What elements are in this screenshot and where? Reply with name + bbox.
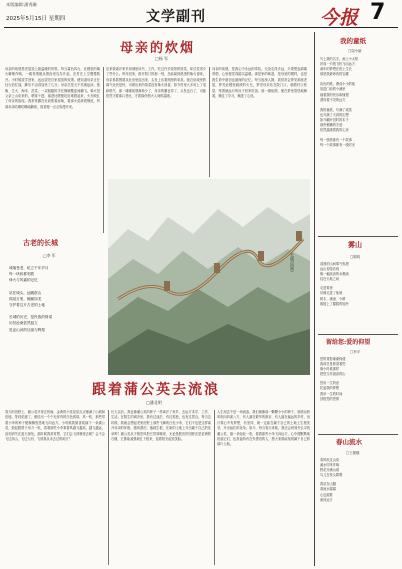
poem-line: 像一幅淡淡的水墨画 bbox=[320, 272, 349, 277]
poem-line: 我却总是仰望着您 bbox=[320, 362, 346, 367]
header bbox=[0, 0, 402, 30]
poem-line: 载着我的快乐和憧憬 bbox=[320, 92, 349, 97]
poem-line: 我的童纸，写满了欢笑 bbox=[320, 107, 352, 112]
poem-line: 彩色的纸，叠成小小的船 bbox=[320, 82, 356, 87]
header-rule bbox=[4, 27, 398, 28]
sidebar-poem-1 bbox=[318, 32, 398, 232]
sidebar-poem-body bbox=[320, 357, 398, 402]
poem-line: 依然温暖着我的心房 bbox=[320, 128, 349, 133]
dandelion-article-col3: 人生何尝不是一场流浪。我们就像那一颗颗小小的种子，被命运的风吹向四面八方，有人落在繁华的都市，有人落在偏远的乡村，但只要心中有梦想，有坚持，就一定能在属于自己的土地上生根发芽，开出灿烂的花朵。如今，每当春天来临，我还会到郊外去寻找蒲公英，摘一朵轻轻一吹，看着那些小伞飞向远方，心中便默默地祝福它们，也祝福所有在外漂泊的人，愿大家都能找到属于自己的那片土地。 bbox=[217, 410, 310, 447]
poem-line: 挂在天地之间 bbox=[320, 277, 340, 282]
poem-line: 放进门前的小溪里 bbox=[320, 87, 346, 92]
column-divider bbox=[214, 410, 215, 565]
sidebar-poem-2 bbox=[318, 240, 398, 330]
poem-line: 站在城头，远眺群山 bbox=[9, 290, 42, 295]
poem-line: 每一张纸都有一个故事 bbox=[320, 138, 352, 143]
sidebar-poem-title: 春山流水 bbox=[336, 438, 362, 446]
poem-left-author: □李 军 bbox=[43, 253, 56, 258]
poem-line: 走进雾里 bbox=[320, 286, 333, 291]
sidebar-divider bbox=[314, 32, 315, 566]
sidebar-poem-body bbox=[320, 57, 398, 148]
poem-line: 折成一只纸飞机飞向远方 bbox=[320, 62, 356, 67]
poem-line: 绵延万里，蜿蜒如龙 bbox=[9, 296, 42, 301]
poem-line: 您的背影渐渐佝偻 bbox=[320, 357, 346, 361]
poem-line: 溪水叮咚作响 bbox=[320, 463, 340, 468]
poem-line: 清晨的山间雾气弥漫 bbox=[320, 262, 349, 266]
poem-line: 回报您的恩情 bbox=[320, 396, 340, 401]
mother-article-col3: 母亲的炊烟，是我心中永远的牵挂。无论走得多远，只要想起那缕青烟，心里便觉得踏实温暖。那是家的味道，是母爱的模样，也是我生命中最初也最深的记忆。每当夜深人静，我常常会梦见那座老屋，梦见灶膛里跳跃的火光，梦见母亲站在院门口，朝着村口张望，等着她远行的孩子回家吃饭。那一缕炊烟，便在梦里悠悠地飘着，飘过了岁月，飘进了心底。 bbox=[212, 67, 307, 99]
poem-line: 春风吹过山岗 bbox=[320, 458, 340, 462]
sidebar-poem-author: □王妮娜 bbox=[346, 451, 360, 455]
poem-line: 也写满了天真的幻想 bbox=[320, 112, 349, 117]
dandelion-article-col1: 春天的田野上，蒲公英开得正热闹，金黄的小花星星点点铺满了山坡和田埂。等到花谢了，便结出一个个毛茸茸的白色绒球，风一吹，那些带着小伞的种子便飘飘悠悠地飞向远方。小时候我最喜欢摘下一朵蒲公英，鼓起腮帮子用力一吹，看着那些小伞乘着风越飞越高，越飞越远，直到消失在蓝天深处。那时候我常常想，它们会飞到哪里去呢？会不会飞过高山，飞过大河，飞到我从未去过的地方？ bbox=[5, 410, 105, 442]
poem-line: 我用一生的时间 bbox=[320, 391, 343, 396]
column-divider bbox=[103, 67, 104, 233]
sidebar-poem-title: 留给您:爱的仰望 bbox=[326, 339, 371, 346]
sidebar-poem-author: □陈明 bbox=[350, 255, 360, 259]
sidebar-poem-title: 雾山 bbox=[348, 240, 362, 249]
poem-line: 历经沧桑依然挺立 bbox=[9, 321, 38, 326]
dandelion-article-title: 跟着蒲公英去流浪 bbox=[92, 382, 220, 398]
poem-line: 像小时候那样 bbox=[320, 367, 340, 372]
poem-line: 那些稚嫩的字迹 bbox=[320, 123, 343, 128]
sidebar-rule bbox=[318, 434, 398, 435]
sidebar-poem-author: □周小丽 bbox=[348, 49, 362, 53]
poem-line: 流向远方 bbox=[320, 497, 333, 502]
painting-seal: 长城(国画) bbox=[290, 253, 295, 273]
poem-line: 树木、溪流、小路 bbox=[320, 296, 346, 301]
poem-line: 那是我最珍贵的宝藏 bbox=[320, 72, 349, 77]
poem-line: 心也跟着 bbox=[320, 492, 333, 497]
poem-line: 鸟儿在枝头歌唱 bbox=[320, 473, 343, 478]
poem-line: 看流水潺潺 bbox=[320, 487, 336, 492]
poem-line: 漂向看不见的远方 bbox=[320, 97, 346, 102]
poem-line: 长城的历史，是民族的脊梁 bbox=[9, 315, 53, 320]
sidebar-rule bbox=[318, 334, 398, 335]
column-divider bbox=[108, 410, 109, 565]
poem-line: 如今翻开旧时的本子 bbox=[320, 117, 349, 122]
great-wall-painting bbox=[108, 179, 310, 375]
poem-line: 远山若隐若现 bbox=[320, 267, 340, 272]
poem-line: 见证山河的壮丽与辉煌 bbox=[9, 327, 45, 332]
sidebar-poem-title: 我的童纸 bbox=[340, 37, 366, 45]
sidebar-poem-author: □李平 bbox=[350, 350, 360, 354]
poem-line: 都披上了朦胧的轻纱 bbox=[320, 301, 349, 306]
poem-line: 写上我的名字，画上小太阳 bbox=[320, 57, 359, 61]
poem-line: 您用一生的爱 bbox=[320, 381, 340, 386]
poem-line: 守护着这片古老的土地 bbox=[9, 303, 45, 308]
section-title: 文学副刊 bbox=[146, 9, 206, 25]
poem-line: 城墙苍老，屹立千年岁月 bbox=[9, 266, 49, 270]
page-number: 7 bbox=[370, 0, 386, 25]
poem-line: 烽火与风霜的记忆 bbox=[9, 278, 38, 283]
sidebar-poem-body bbox=[320, 262, 398, 307]
dandelion-article-col2: 长大以后，我也像蒲公英的种子一样离开了家乡，去远方求学、工作、生活。在陌生的城市里，我有过迷茫，有过孤独，也有过思念。每当这时候，我就会想起老家田野上那些飞舞的白色小伞，它们不也是这样离开母亲的怀抱，随风漂泊，落地生根，在新的土地上开出属于自己的花朵吗？蒲公英从不抱怨风把它带到哪里，无论是肥沃的田野还是贫瘠的石缝，它都能顽强地扎下根来，迎着阳光绽放笑脸。 bbox=[111, 410, 211, 442]
mother-article-col1: 母亲的炊烟是老屋顶上最温暖的风景。每当暮色四合，灶膛里的柴火噼啪作响，一缕青烟便从烟囱里袅袅升起，在村庄上空慢慢散开。小时候放学回家，远远望见自家屋顶的炊烟，便知道母亲正在灶台前忙碌，脚步不由得加快了几分。母亲总是天不亮就起床，抱柴、生火、淘米、洗菜，一双粗糙的手在锅碗瓢盆间翻飞。柴火是父亲上山砍来的，晒得干透，塞进灶膛便旺旺地燃起来，火光映红了母亲的脸庞。我常常蹲在灶前帮着添柴，看那火苗舔着锅底，听那米汤咕嘟咕嘟地翻滚，饭香便一点点弥漫开来。 bbox=[5, 67, 100, 109]
poem-line: 把您当作最高的山 bbox=[320, 372, 346, 377]
poem-line: 童年的梦想在纸上生长 bbox=[320, 67, 352, 72]
poem-left-title: 古老的长城 bbox=[23, 238, 58, 247]
poem-line: 仿佛走进了仙境 bbox=[320, 291, 343, 296]
poem-line: 托起我的梦想 bbox=[320, 386, 340, 391]
poem-line: 每一块砖都刻着 bbox=[9, 272, 35, 277]
poem-line: 每一个故事都有一段时光 bbox=[320, 143, 356, 148]
mother-article-author: □杨 军 bbox=[155, 56, 169, 61]
column-divider bbox=[209, 67, 210, 177]
dandelion-article-author: □潘北明 bbox=[146, 400, 162, 405]
poem-left-stanza bbox=[9, 265, 101, 333]
header-date: 2025年5月15日 星期四 bbox=[6, 16, 66, 22]
sidebar-poem-3 bbox=[318, 337, 398, 427]
poem-line: 野花开满山坡 bbox=[320, 468, 340, 473]
sidebar-poem-body bbox=[320, 458, 398, 503]
poem-line: 我站在山腰 bbox=[320, 482, 336, 487]
brand-logo: 今报 bbox=[320, 7, 359, 29]
top-edition-label: 本版编辑:潘秀珊 bbox=[6, 2, 37, 7]
poem-left bbox=[5, 238, 103, 373]
mother-article-col2: 后来我离开家乡到城里读书、工作，吃过许多饭馆的饭菜，却总觉得少了些什么。每年回家，推开院门的那一刻，总能闻到熟悉的柴火香味，母亲系着围裙从灶房里迎出来，头发上沾着细细的草灰。她总说城里的煤气灶快是快，可做出来的饭菜没有柴火饭香。如今村里大多用上了电和燃气，那一缕缕炊烟渐渐少了，母亲的腰也弯了，头发也白了，可她依然守着那口老灶，守着那份烟火人间的温暖。 bbox=[106, 67, 206, 99]
sidebar-rule bbox=[318, 236, 398, 237]
sidebar-poem-4 bbox=[318, 437, 398, 565]
great-wall-painting-image bbox=[108, 179, 310, 375]
mother-article-title: 母亲的炊烟 bbox=[120, 41, 196, 56]
